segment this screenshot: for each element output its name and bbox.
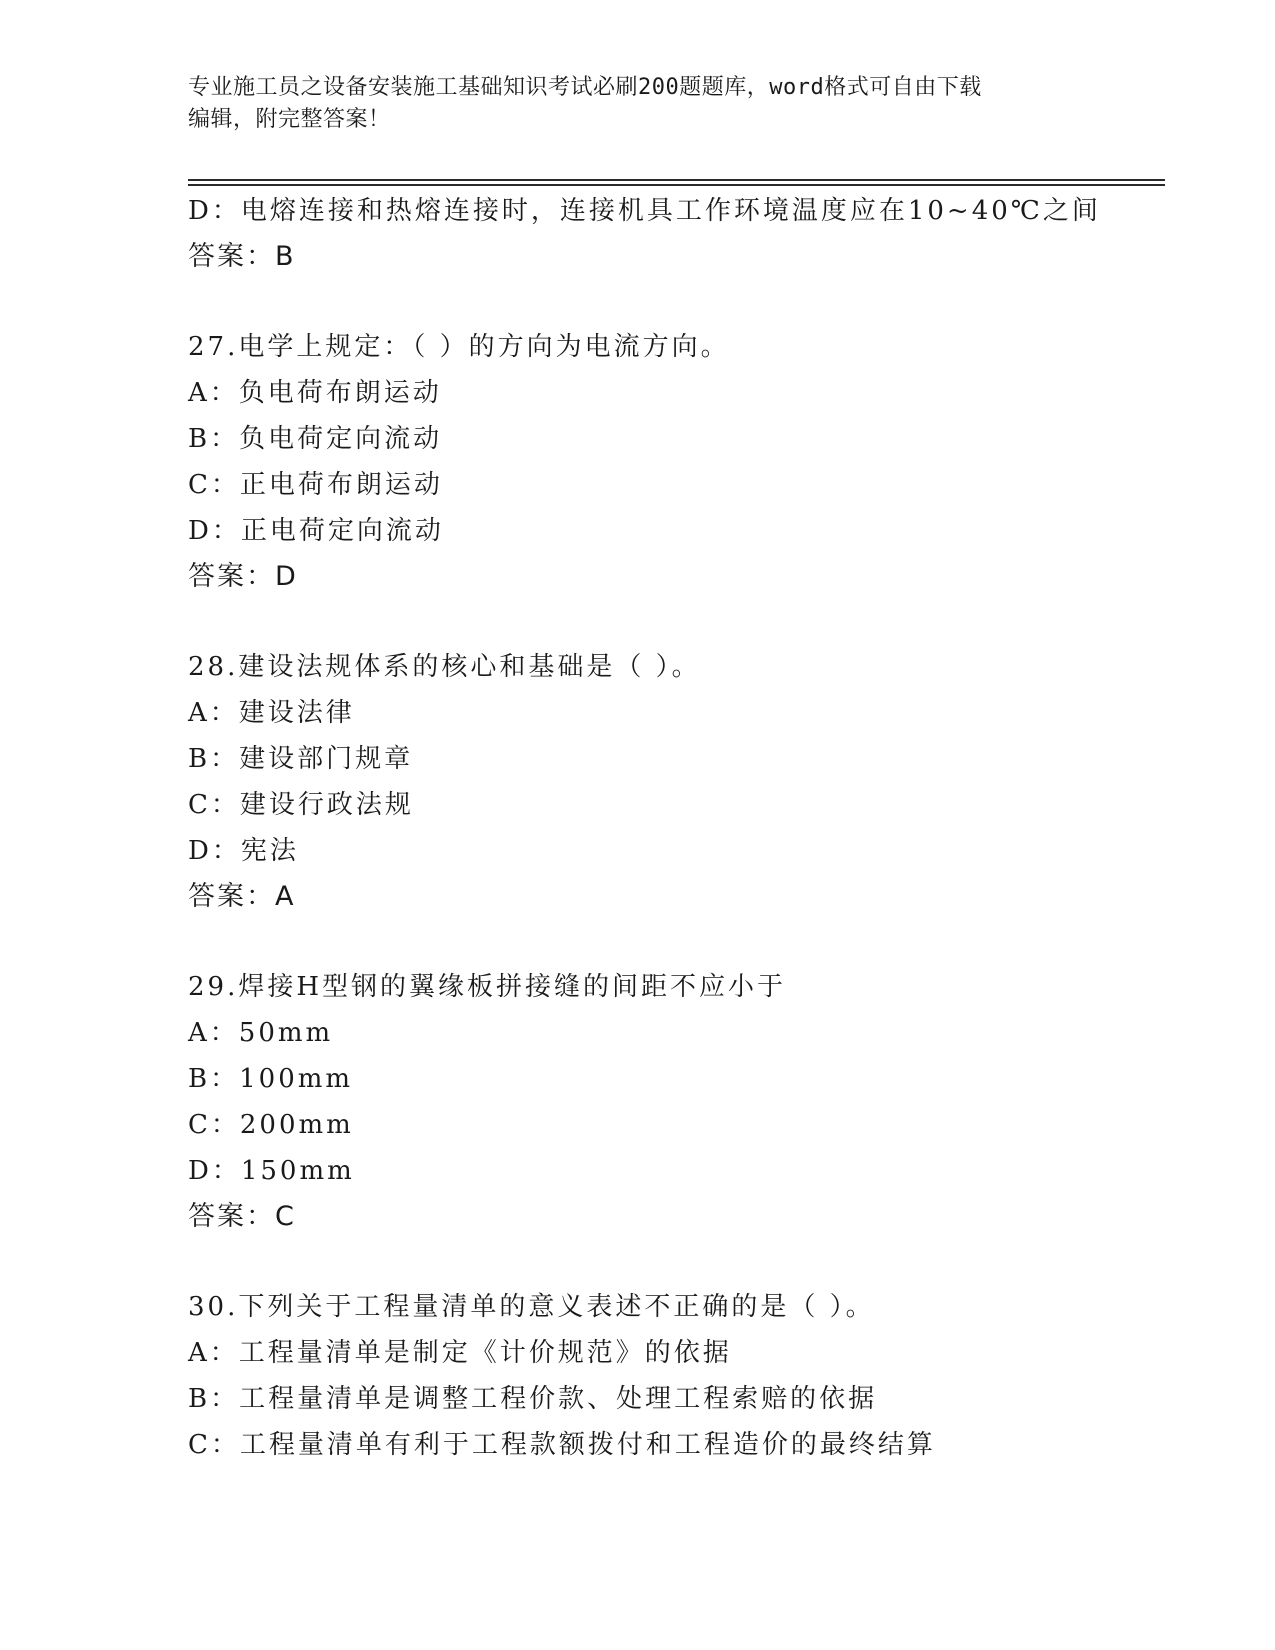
spacer xyxy=(188,920,1188,964)
question-26-tail xyxy=(188,188,1188,280)
question-30 xyxy=(188,1284,1188,1468)
question-option: B：工程量清单是调整工程价款、处理工程索赔的依据 xyxy=(188,1384,878,1414)
question-stem: 29.焊接H型钢的翼缘板拼接缝的间距不应小于 xyxy=(188,972,787,1002)
question-answer: 答案：D xyxy=(188,561,298,592)
question-29 xyxy=(188,964,1188,1240)
question-option: A：负电荷布朗运动 xyxy=(188,378,442,408)
question-answer: 答案：C xyxy=(188,1201,296,1232)
header-divider-top xyxy=(188,179,1165,181)
question-27 xyxy=(188,324,1188,600)
header-title-line-1: 专业施工员之设备安装施工基础知识考试必刷200题题库，word格式可自由下载 xyxy=(188,75,982,100)
question-option: B：建设部门规章 xyxy=(188,744,414,774)
question-option: A：建设法律 xyxy=(188,698,355,728)
question-stem: 30.下列关于工程量清单的意义表述不正确的是（ ）。 xyxy=(188,1292,875,1322)
question-option: D：150mm xyxy=(188,1156,355,1186)
question-option: B：100mm xyxy=(188,1064,354,1094)
question-option: D：正电荷定向流动 xyxy=(188,516,444,546)
header-divider-bottom xyxy=(188,184,1165,186)
document-header xyxy=(188,72,1088,136)
header-title-line-2: 编辑，附完整答案！ xyxy=(188,107,391,132)
question-answer: 答案：B xyxy=(188,241,296,272)
spacer xyxy=(188,280,1188,324)
question-option: D：宪法 xyxy=(188,836,299,866)
question-option: D：电熔连接和热熔连接时，连接机具工作环境温度应在10~40℃之间 xyxy=(188,196,1101,226)
question-content xyxy=(188,188,1188,1468)
question-option: C：工程量清单有利于工程款额拨付和工程造价的最终结算 xyxy=(188,1430,936,1460)
question-option: A：50mm xyxy=(188,1018,334,1048)
question-option: C：建设行政法规 xyxy=(188,790,414,820)
question-stem: 28.建设法规体系的核心和基础是（ ）。 xyxy=(188,652,701,682)
question-option: A：工程量清单是制定《计价规范》的依据 xyxy=(188,1338,732,1368)
spacer xyxy=(188,600,1188,644)
question-option: C：200mm xyxy=(188,1110,354,1140)
spacer xyxy=(188,1240,1188,1284)
question-option: C：正电荷布朗运动 xyxy=(188,470,443,500)
question-28 xyxy=(188,644,1188,920)
question-stem: 27.电学上规定：（ ）的方向为电流方向。 xyxy=(188,332,730,362)
question-option: B：负电荷定向流动 xyxy=(188,424,443,454)
question-answer: 答案：A xyxy=(188,881,296,912)
